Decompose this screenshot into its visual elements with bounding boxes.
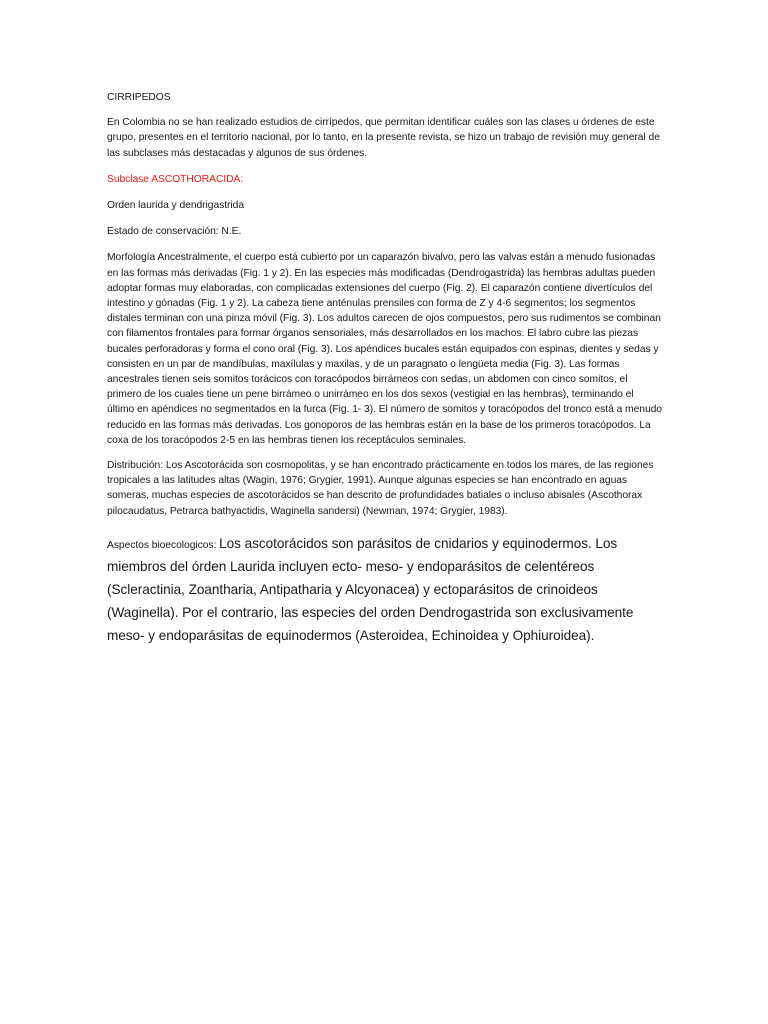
distribution-paragraph: Distribución: Los Ascotorácida son cosmopolitas, y se han encontrado prácticamente en todos los mares, de las regiones tropicales a las latitudes altas (Wagin, 1976; Grygier, 1991). Aunque algunas especies se han encontrado en aguas someras, muchas especies de ascotorácidos se han descrito de profundidades batiales o incluso abisales (Ascothorax pilocaudatus, Petrarca bathyactidis, Waginella sandersi) (Newman, 1974; Grygier, 1983). [107, 460, 654, 517]
bioecological-label: Aspectos bioecologicos: [107, 539, 217, 551]
morphology-paragraph: Morfología Ancestralmente, el cuerpo está cubierto por un caparazón bivalvo, pero las valvas están a menudo fusionadas en las formas más derivadas (Fig. 1 y 2). En las especies más modificadas (Dendrogastrida) las hembras adultas pueden adoptar formas muy elaboradas, con complicadas extensiones del cuerpo (Fig. 2). El caparazón contiene divertículos del intestino y gónadas (Fig. 1 y 2). La cabeza tiene anténulas prensiles con forma de Z y 4-6 segmentos; los segmentos distales terminan con una pinza móvil (Fig. 3). Los adultos carecen de ojos compuestos, pero sus rudimentos se combinan con filamentos frontales para formar órganos sensoriales, más desarrollados en los machos. El labro cubre las piezas bucales perforadoras y forma el cono oral (Fig. 3). Los apéndices bucales están equipados con espinas, dientes y sedas y consisten en un par de mandíbulas, maxílulas y maxilas, y de un paragnato o lengüeta media (Fig. 3). Las formas ancestrales tienen seis somitos torácicos con toracópodos birrámeos con sedas, un abdomen con cinco somitos, el primero de los cuales tiene un pene birrámeo o unirrámeo en los dos sexos (vestigial en las hembras), terminando el último en apéndices no segmentados en la furca (Fig. 1- 3). El número de somitos y toracópodos del tronco está a menudo reducido en las formas más derivadas. Los gonoporos de las hembras están en la base de los primeros toracópodos. La coxa de los toracópodos 2-5 en las hembras tienen los receptáculos seminales. [107, 252, 662, 446]
subclass-heading: Subclase ASCOTHORACIDA: [107, 173, 244, 185]
document-page [107, 90, 663, 648]
order-line: Orden laurida y dendrigastrida [107, 200, 245, 212]
bioecological-text: Los ascotorácidos son parásitos de cnidarios y equinodermos. Los miembros del órden Laurida incluyen ecto- meso- y endoparásitos de celentéreos (Scleractinia, Zoantharia, Antipatharia y Alcyonacea) y ectoparásitos de crinoideos (Waginella). Por el contrario, las especies del orden Dendrogastrida son exclusivamente meso- y endoparásitas de equinodermos (Asteroidea, Echinoidea y Ophiuroidea). [107, 535, 634, 643]
intro-paragraph: En Colombia no se han realizado estudios de cirrípedos, que permitan identificar cuáles son las clases u órdenes de este grupo, presentes en el territorio nacional, por lo tanto, en la presente revista, se hizo un trabajo de revisión muy general de las subclases más destacadas y algunos de sus órdenes. [107, 117, 660, 159]
bioecological-paragraph [107, 533, 663, 648]
conservation-status: Estado de conservación: N.E. [107, 226, 242, 238]
document-title: CIRRIPEDOS [107, 92, 171, 103]
